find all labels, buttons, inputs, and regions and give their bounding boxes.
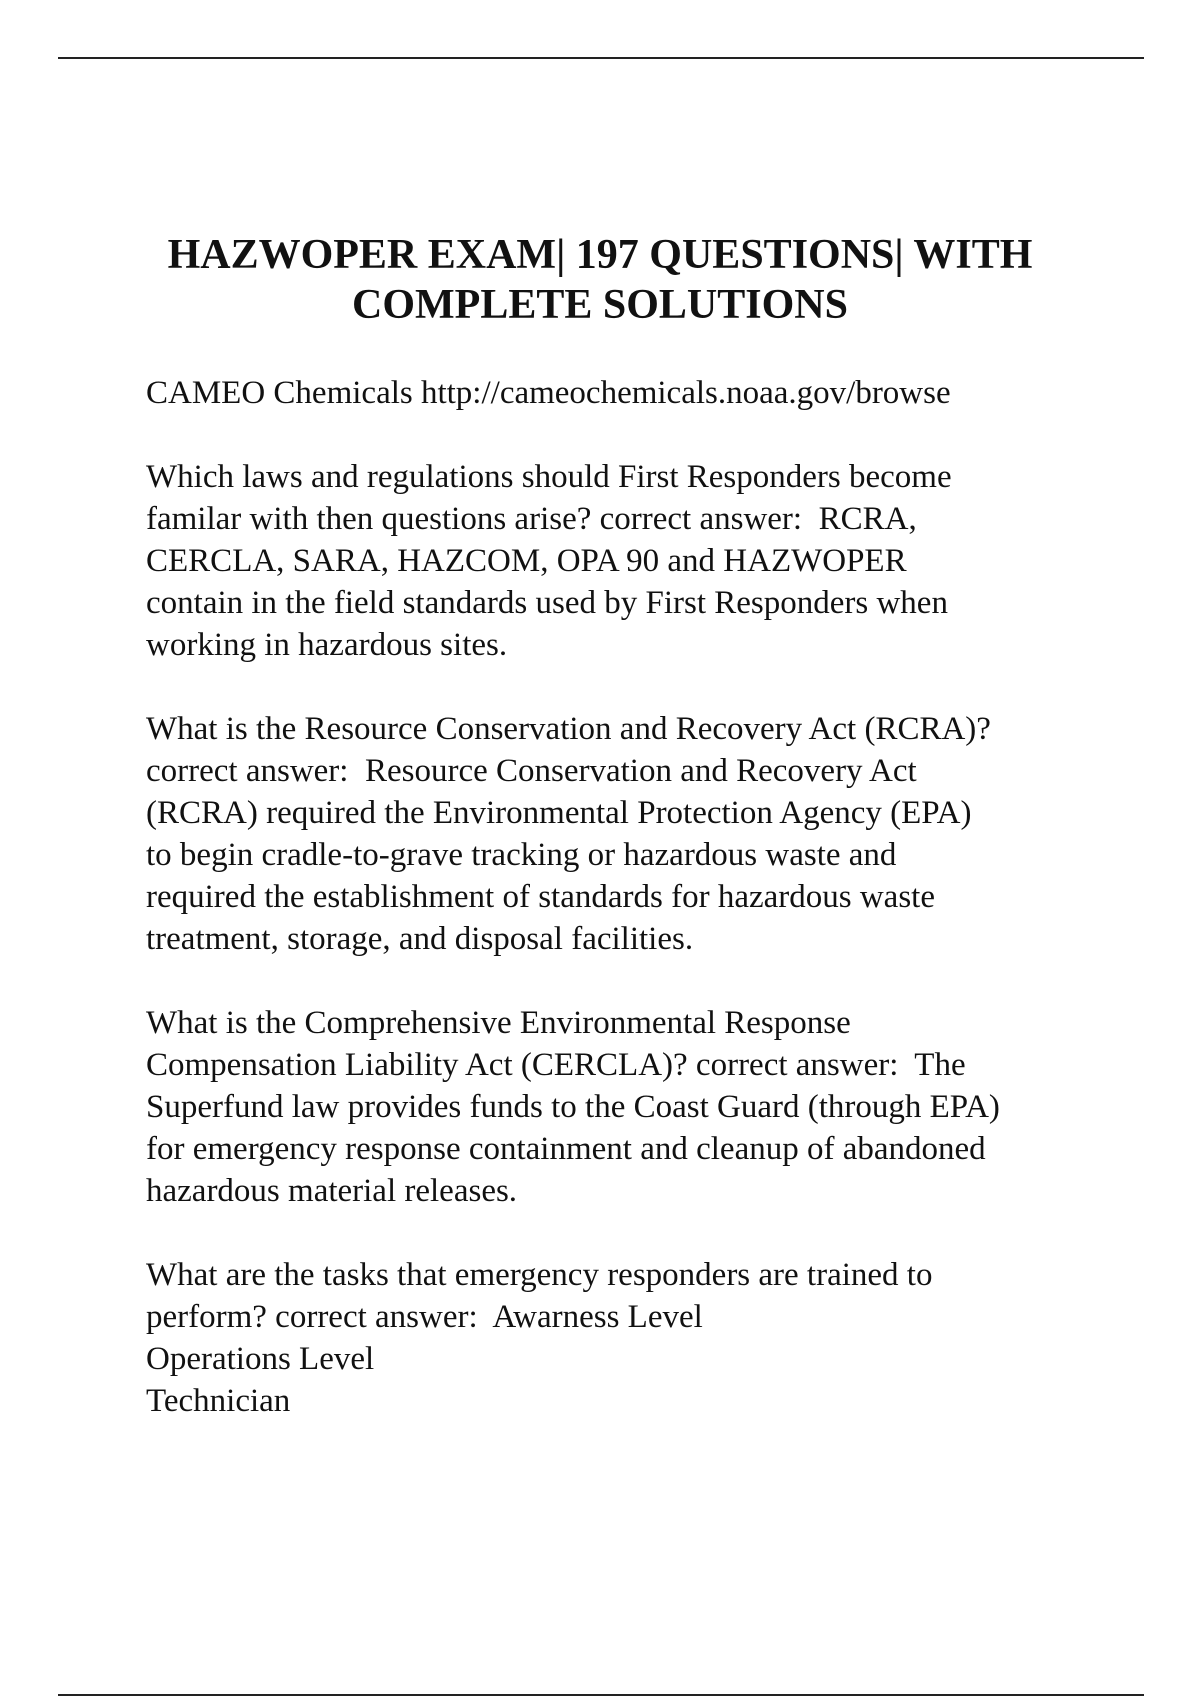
text-line: required the establishment of standards for hazardous waste	[146, 879, 935, 915]
text-line: Which laws and regulations should First Responders become	[146, 459, 952, 495]
paragraph-laws-regulations	[146, 456, 1136, 666]
top-rule	[58, 57, 1144, 59]
text-line: contain in the field standards used by First Responders when	[146, 585, 948, 621]
paragraph-responder-tasks	[146, 1254, 1136, 1422]
paragraph-cercla	[146, 1002, 1136, 1212]
title-line: COMPLETE SOLUTIONS	[352, 282, 848, 328]
paragraph-cameo	[146, 372, 1136, 414]
text-line: CERCLA, SARA, HAZCOM, OPA 90 and HAZWOPER	[146, 543, 907, 579]
text-line: Operations Level	[146, 1341, 375, 1377]
text-line: hazardous material releases.	[146, 1173, 518, 1209]
document-title	[100, 230, 1100, 330]
text-line: familar with then questions arise? correct answer: RCRA,	[146, 501, 917, 537]
text-line: Technician	[146, 1383, 291, 1419]
text-line: perform? correct answer: Awarness Level	[146, 1299, 703, 1335]
text-line: What are the tasks that emergency responders are trained to	[146, 1257, 933, 1293]
title-line: HAZWOPER EXAM| 197 QUESTIONS| WITH	[167, 232, 1033, 278]
text-line: correct answer: Resource Conservation and Recovery Act	[146, 753, 917, 789]
text-line: Compensation Liability Act (CERCLA)? correct answer: The	[146, 1047, 966, 1083]
text-line: for emergency response containment and cleanup of abandoned	[146, 1131, 986, 1167]
text-line: treatment, storage, and disposal facilities.	[146, 921, 694, 957]
text-line: working in hazardous sites.	[146, 627, 508, 663]
text-line: to begin cradle-to-grave tracking or hazardous waste and	[146, 837, 897, 873]
text-line: (RCRA) required the Environmental Protection Agency (EPA)	[146, 795, 972, 831]
paragraph-rcra	[146, 708, 1136, 960]
text-line: CAMEO Chemicals http://cameochemicals.noaa.gov/browse	[146, 375, 951, 411]
text-line: Superfund law provides funds to the Coast Guard (through EPA)	[146, 1089, 1000, 1125]
document-body	[146, 372, 1136, 1464]
text-line: What is the Comprehensive Environmental Response	[146, 1005, 851, 1041]
bottom-rule	[58, 1694, 1144, 1696]
text-line: What is the Resource Conservation and Recovery Act (RCRA)?	[146, 711, 991, 747]
